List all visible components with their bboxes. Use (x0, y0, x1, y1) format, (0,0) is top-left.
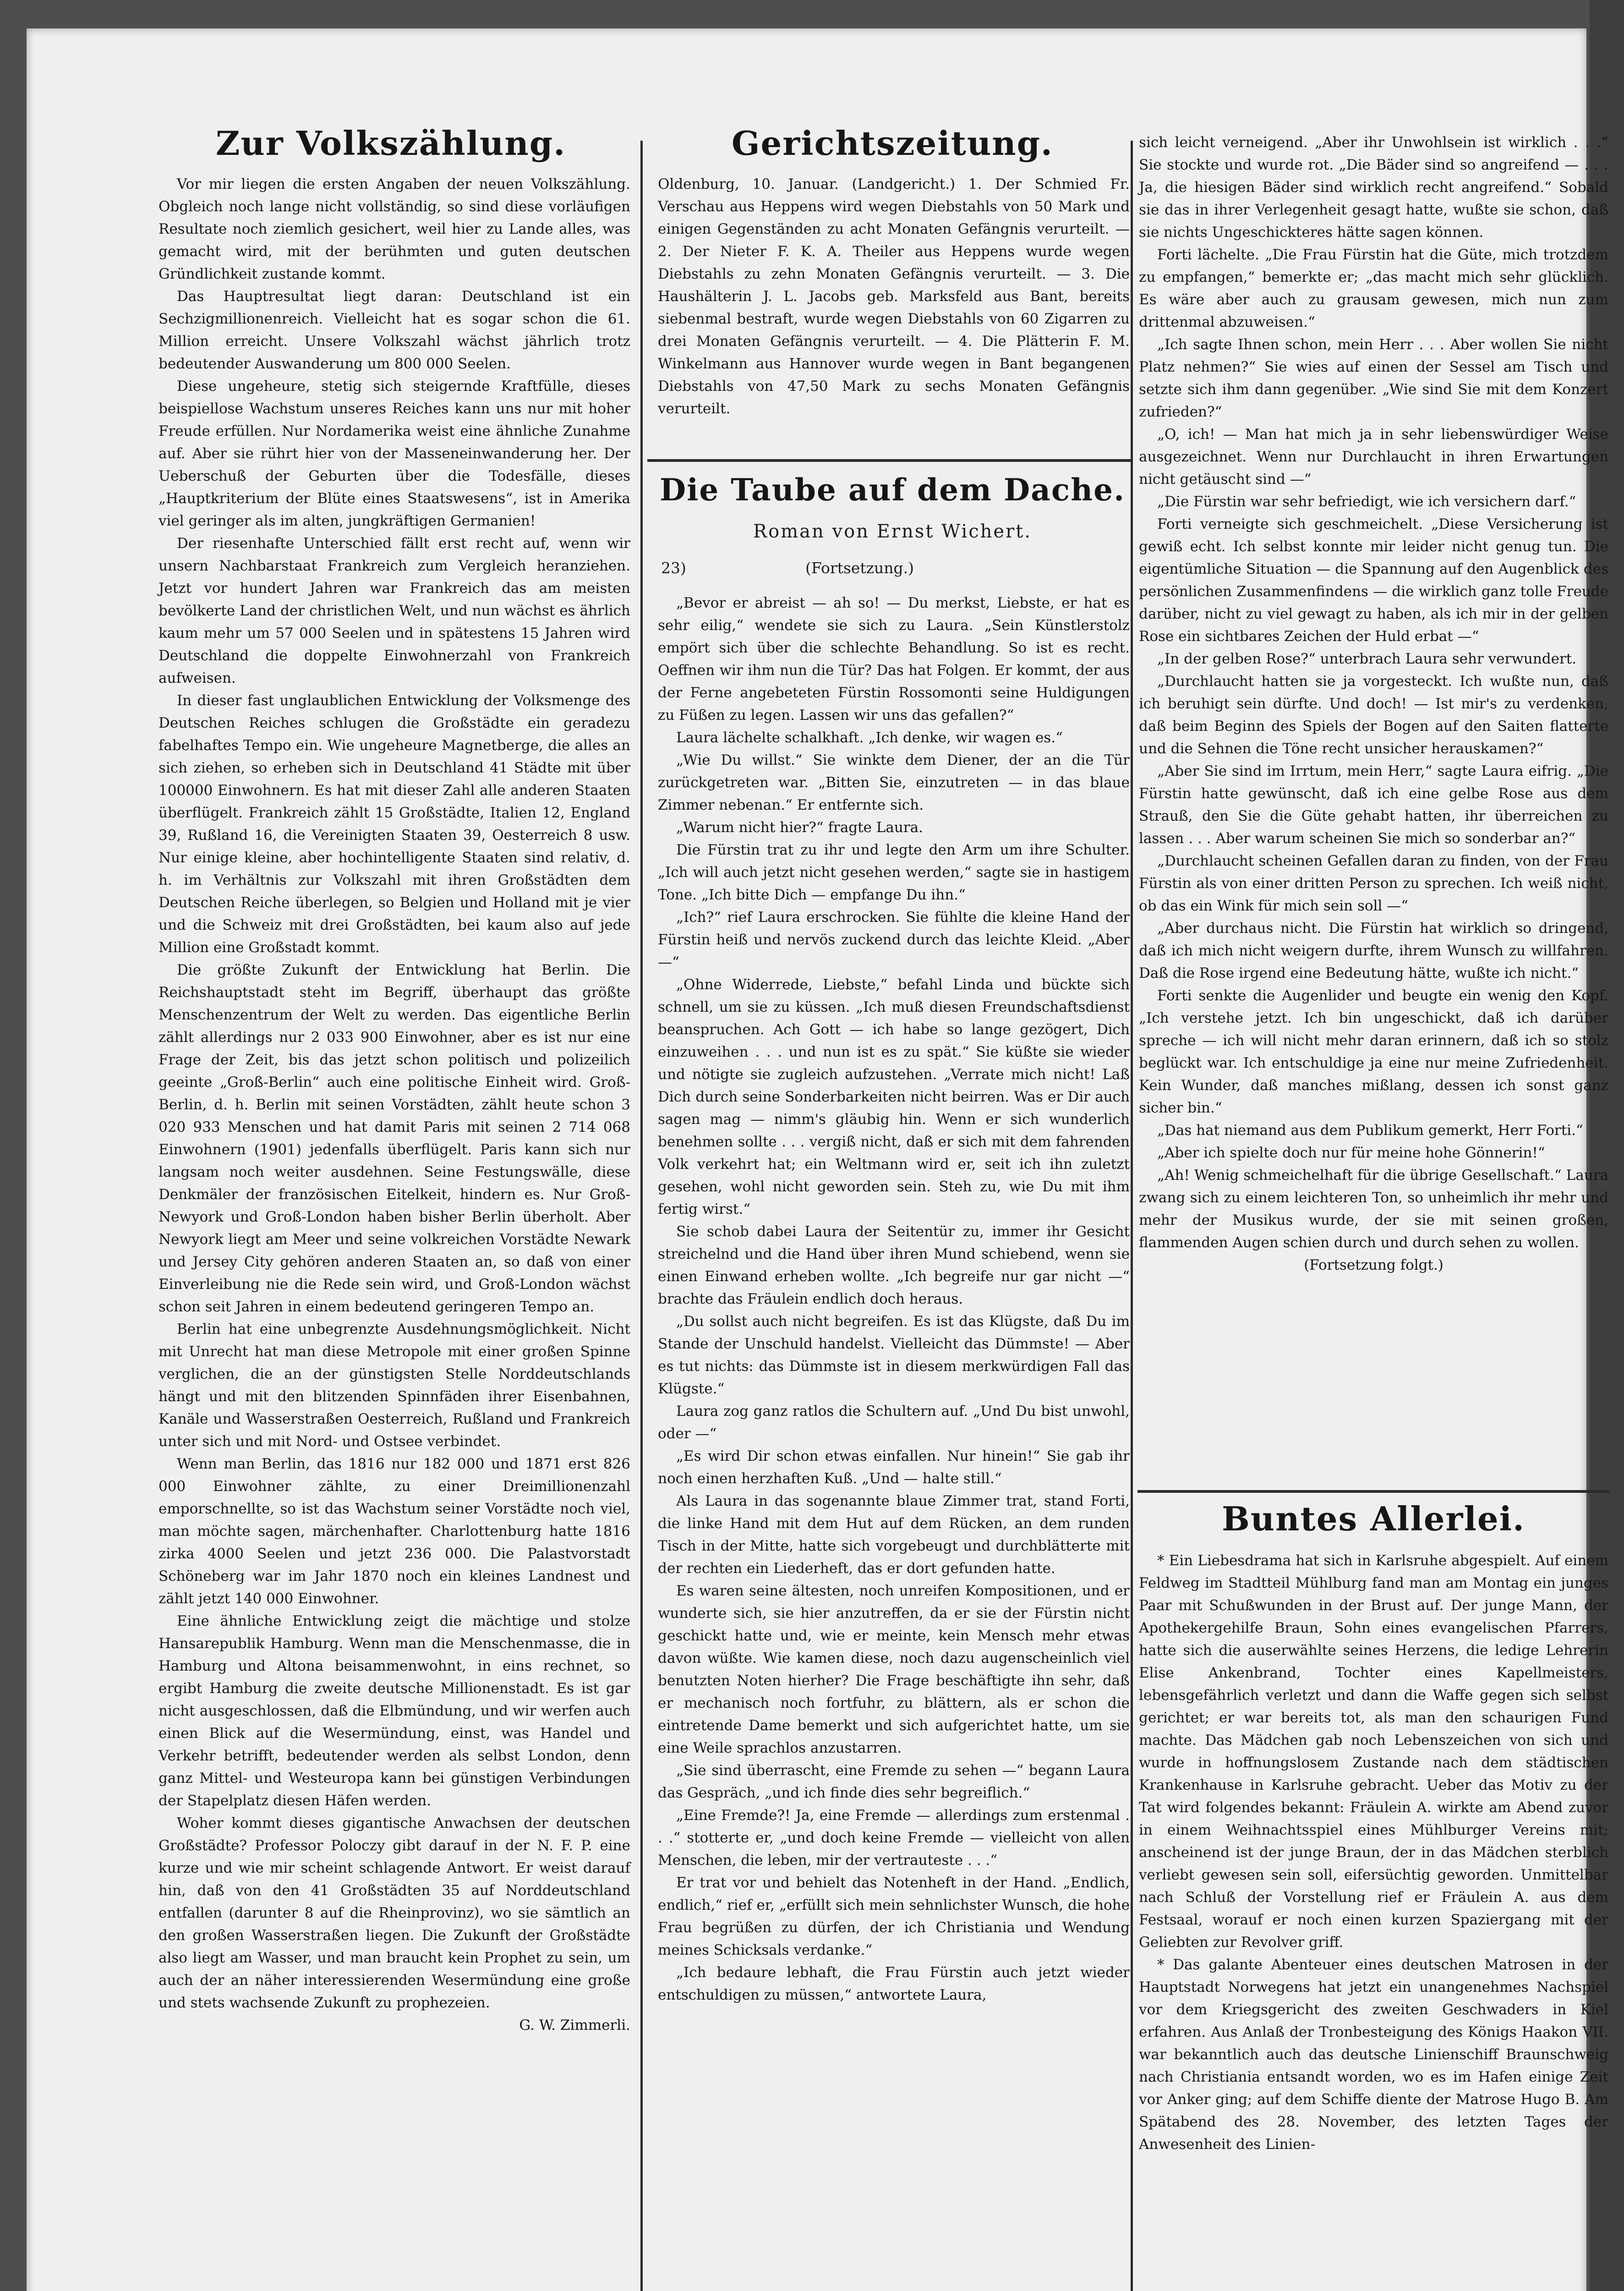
article-paragraph: Die größte Zukunft der Entwicklung hat Berlin. Die Reichshauptstadt steht im Begriff, überhaupt das größte Menschenzentrum der Welt zu werden. Das eigentliche Berlin zählt allerdings nur 2 033 900 Einwohner, aber es ist nur eine Frage der Zeit, bis das jetzt schon politisch und polizeilich geeinte „Groß-Berlin“ auch eine politische Einheit wird. Groß-Berlin, d. h. Berlin mit seinen Vorstädten, zählt heute schon 3 020 933 Menschen und hat damit Paris mit seinen 2 714 068 Einwohnern (1901) jedenfalls überflügelt. Paris kann sich nur langsam noch weiter ausdehnen. Seine Festungswälle, diese Denkmäler der französischen Eitelkeit, hindern es. Nur Groß-Newyork und Groß-London haben bisher Berlin überholt. Aber Newyork liegt am Meer und seine volkreichen Vorstädte Newark und Jersey City gehören anderen Staaten an, so daß von einer Einverleibung nie die Rede sein wird, und Groß-London wächst schon seit Jahren in einem bedeutend geringeren Tempo an. (159, 962, 630, 1315)
novel-paragraph: „Aber durchaus nicht. Die Fürstin hat wirklich so dringend, daß ich mich nicht weigern durfte, ihrem Wunsch zu willfahren. Daß die Rose irgend eine Bedeutung hätte, wußte ich nicht.“ (1139, 920, 1608, 981)
novel-paragraph: „Es wird Dir schon etwas einfallen. Nur hinein!“ Sie gab ihr noch einen herzhaften Kuß. „Und — halte still.“ (658, 1448, 1130, 1487)
newspaper-page (27, 28, 1608, 2291)
misc-item: * Ein Liebesdrama hat sich in Karlsruhe abgespielt. Auf einem Feldweg im Stadtteil Mühlburg fand man am Montag ein junges Paar mit Schußwunden in der Brust auf. Der junge Mann, der Apothekergehilfe Braun, Sohn eines evangelischen Pfarrers, hatte sich die auserwählte seines Herzens, die ledige Lehrerin Elise Ankenbrand, Tochter eines Kapellmeisters, lebensgefährlich verletzt und dann die Waffe gegen sich selbst gerichtet; er war bereits tot, als man den schaurigen Fund machte. Das Mädchen gab noch Lebenszeichen von sich und wurde in hoffnungslosem Zustande nach dem städtischen Krankenhause in Karlsruhe gebracht. Ueber das Motiv zu der Tat wird folgendes bekannt: Fräulein A. wirkte am Abend zuvor in einem Weihnachtsspiel eines Mühlburger Vereins mit; anscheinend ist der junge Braun, der in das Mädchen sterblich verliebt gewesen sein soll, eifersüchtig geworden. Unmittelbar nach Schluß der Vorstellung rief er Fräulein A. aus dem Festsaal, worauf er noch einen kurzen Spaziergang mit der Geliebten zur Revolver griff. (1139, 1552, 1608, 1951)
article-paragraph: Diese ungeheure, stetig sich steigernde Kraftfülle, dieses beispiellose Wachstum unseres Reiches kann uns nur mit hoher Freude erfüllen. Nur Nordamerika weist eine ähnliche Zunahme auf. Aber sie rührt hier von der Masseneinwanderung her. Der Ueberschuß der Geburten über die Todesfälle, dieses „Hauptkriterium der Blüte eines Staatswesens“, ist in Amerika viel geringer als im alten, jungkräftigen Germanien! (159, 378, 630, 529)
novel-title: Die Taube auf dem Dache. (659, 472, 1126, 508)
novel-paragraph: „In der gelben Rose?“ unterbrach Laura sehr verwundert. (1157, 651, 1577, 667)
misc-news (1139, 1550, 1608, 2156)
article-paragraph: Vor mir liegen die ersten Angaben der neuen Volkszählung. Obgleich noch lange nicht vollständig, so sind diese vorläufigen Resultate noch ziemlich gesichert, weil hier zu Lande alles, was gemacht wird, mit der berühmten und guten deutschen Gründlichkeit zustande kommt. (159, 176, 630, 282)
novel-paragraph: Er trat vor und behielt das Notenheft in der Hand. „Endlich, endlich,“ rief er, „erfüllt sich mein sehnlichster Wunsch, die hohe Frau begrüßen zu dürfen, der ich Christiania und Wendung meines Schicksals verdanke.“ (658, 1874, 1130, 1958)
novel-paragraph: „Eine Fremde?! Ja, eine Fremde — allerdings zum erstenmal . . .“ stotterte er, „und doch keine Fremde — vielleicht von allen Menschen, die leben, mir der vertrauteste . . .“ (658, 1807, 1130, 1869)
novel-paragraph: Sie schob dabei Laura der Seitentür zu, immer ihr Gesicht streichelnd und die Hand über ihren Mund schiebend, wenn sie einen Einwand erheben wollte. „Ich begreife nur gar nicht —“ brachte das Fräulein endlich doch heraus. (658, 1223, 1130, 1307)
court-news-text: Oldenburg, 10. Januar. (Landgericht.) 1. Der Schmied Fr. Verschau aus Heppens wird wegen Diebstahls von 50 Mark und einigen Gegenständen zu acht Monaten Gefängnis verurteilt. — 2. Der Nieter F. K. A. Theiler aus Heppens wurde wegen Diebstahls zu zehn Monaten Gefängnis verurteilt. — 3. Die Haushälterin J. L. Jacobs geb. Marksfeld aus Bant, bereits siebenmal bestraft, wurde wegen Diebstahls von 60 Zigarren zu drei Monaten Gefängnis verurteilt. — 4. Die Plätterin F. M. Winkelmann aus Hannover wurde wegen in Bant begangenen Diebstahls von 47,50 Mark zu sechs Monaten Gefängnis verurteilt. (658, 176, 1130, 417)
novel-paragraph: „Ah! Wenig schmeichelhaft für die übrige Gesellschaft.“ Laura zwang sich zu einem leichteren Ton, so unheimlich ihr mehr und mehr der Musikus wurde, der sie mit seinen großen, flammenden Augen schien durch und durch sehen zu wollen. (1139, 1167, 1608, 1251)
column-divider (1131, 141, 1133, 2291)
novel-paragraph: sich leicht verneigend. „Aber ihr Unwohlsein ist wirklich . . .“ Sie stockte und wurde rot. „Die Bäder sind so angreifend — . . . Ja, die hiesigen Bäder sind wirklich recht angreifend.“ Sobald sie das in ihrer Verlegenheit gesagt hatte, wußte sie schon, daß sie nichts Ungeschickteres hätte sagen können. (1139, 134, 1608, 241)
misc-item: * Das galante Abenteuer eines deutschen Matrosen in der Hauptstadt Norwegens hat jetzt ein unangenehmes Nachspiel vor dem Kriegsgericht des zweiten Geschwaders in Kiel erfahren. Aus Anlaß der Tronbesteigung des Königs Haakon VII. war bekanntlich auch das deutsche Linienschiff Braunschweig nach Christiania entsandt worden, wo es im Hafen einige Zeit vor Anker ging; auf dem Schiffe diente der Matrose Hugo B. Am Spätabend des 28. November, des letzten Tages der Anwesenheit des Linien- (1139, 1957, 1608, 2153)
novel-paragraph: „Wie Du willst.“ Sie winkte dem Diener, der an die Tür zurückgetreten war. „Bitten Sie, einzutreten — in das blaue Zimmer nebenan.“ Er entfernte sich. (658, 752, 1130, 813)
novel-paragraph: „Durchlaucht scheinen Gefallen daran zu finden, von der Frau Fürstin als von einer dritten Person zu sprechen. Ich weiß nicht, ob das ein Wink für mich sein soll —“ (1139, 853, 1608, 914)
gerichtszeitung-heading: Gerichtszeitung. (732, 124, 1053, 163)
column-left (159, 173, 630, 2037)
novel-paragraph: „Sie sind überrascht, eine Fremde zu sehen —“ begann Laura das Gespräch, „und ich finde dies sehr begreiflich.“ (658, 1762, 1130, 1801)
section-divider (1137, 1490, 1609, 1493)
court-news (658, 173, 1130, 420)
novel-paragraph: Als Laura in das sogenannte blaue Zimmer trat, stand Forti, die linke Hand mit dem Hut auf dem Rücken, an dem runden Tisch in der Mitte, hatte sich vorgebeugt und durchblätterte mit der rechten ein Liederheft, das er dort gefunden hatte. (658, 1493, 1130, 1577)
volkszaehlung-heading: Zur Volkszählung. (215, 124, 566, 163)
novel-paragraph: „Das hat niemand aus dem Publikum gemerkt, Herr Forti.“ (1157, 1122, 1583, 1139)
article-paragraph: Das Hauptresultat liegt daran: Deutschland ist ein Sechzigmillionenreich. Vielleicht hat es sogar schon die 61. Million erreicht. Unsere Volkszahl wächst jährlich trotz bedeutender Auswanderung um 800 000 Seelen. (159, 288, 630, 372)
novel-paragraph: „Ohne Widerrede, Liebste,“ befahl Linda und bückte sich schnell, um sie zu küssen. „Ich muß diesen Freundschaftsdienst beanspruchen. Ach Gott — ich habe so lange gezögert, Dich einzuweihen . . . und nun ist es zu spät.“ Sie küßte sie wieder und nötigte sie zugleich aufzustehen. „Verrate mich nicht! Laß Dich durch seine Sonderbarkeiten nicht beirren. Was er Dir auch sagen mag — nimm's gläubig hin. Wenn er sich wunderlich benehmen sollte . . . vergiß nicht, daß er sich mit dem fahrenden Volk verkehrt hat; ein Weltmann wird er, seit ich ihn zuletzt gesehen, wohl nicht geworden sein. Steh zu, wie Du mit ihm fertig wirst.“ (658, 976, 1130, 1217)
novel-paragraph: Forti senkte die Augenlider und beugte ein wenig den Kopf. „Ich verstehe jetzt. Ich bin ungeschickt, daß ich darüber spreche — ich will nicht mehr daran erinnern, daß ich so stolz beglückt war. Ich entschuldige ja eine nur meine Zufriedenheit. Kein Wunder, daß manches mißlang, dessen ich sonst ganz sicher bin.“ (1139, 987, 1608, 1116)
novel-paragraph: „Warum nicht hier?“ fragte Laura. (676, 819, 923, 836)
novel-paragraph: „Ich sagte Ihnen schon, mein Herr . . . Aber wollen Sie nicht Platz nehmen?“ Sie wies auf einen der Sessel am Tisch und setzte sich ihm dann gegenüber. „Wie sind Sie mit dem Konzert zufrieden?“ (1139, 336, 1608, 420)
novel-paragraph: Forti lächelte. „Die Frau Fürstin hat die Güte, mich trotzdem zu empfangen,“ bemerkte er; „das macht mich sehr glücklich. Es wäre aber auch zu grausam gewesen, mich nun zum drittenmal abzuweisen.“ (1139, 247, 1608, 330)
installment-number: 23) (661, 559, 686, 577)
novel-paragraph: „Ich bedaure lebhaft, die Frau Fürstin auch jetzt wieder entschuldigen zu müssen,“ antwortete Laura, (658, 1964, 1130, 2003)
novel-paragraph: „Die Fürstin war sehr befriedigt, wie ich versichern darf.“ (1157, 493, 1576, 510)
novel-paragraph: Laura lächelte schalkhaft. „Ich denke, wir wagen es.“ (676, 729, 1063, 746)
article-paragraph: Berlin hat eine unbegrenzte Ausdehnungsmöglichkeit. Nicht mit Unrecht hat man diese Metropole mit einer großen Spinne verglichen, die an der günstigsten Stelle Norddeutschlands hängt und mit den blitzenden Spinnfäden ihrer Eisenbahnen, Kanäle und Wasserstraßen Oesterreich, Rußland und Frankreich unter sich und mit Nord- und Ostsee verbindet. (159, 1321, 630, 1450)
novel-paragraph: „Aber ich spielte doch nur für meine hohe Gönnerin!“ (1157, 1145, 1545, 1161)
novel-paragraph: „Aber Sie sind im Irrtum, mein Herr,“ sagte Laura eifrig. „Die Fürstin hatte gewünscht, daß ich eine gelbe Rose aus dem Strauß, den Sie die Güte gehabt hatten, ihr überreichen zu lassen . . . Aber warum scheinen Sie mich so sonderbar an?“ (1139, 763, 1608, 847)
article-paragraph: Eine ähnliche Entwicklung zeigt die mächtige und stolze Hansarepublik Hamburg. Wenn man die Menschenmasse, die in Hamburg und Altona beisammenwohnt, in eins rechnet, so ergibt Hamburg die zweite deutsche Millionenstadt. Es ist gar nicht ausgeschlossen, daß die Elbmündung, und wir werfen auch einen Blick auf die Wesermündung, einst, was Handel und Verkehr betrifft, bedeutender werden als selbst London, denn ganz Mittel- und Westeuropa kann bei günstigen Verbindungen der Stapelplatz diesen Häfen werden. (159, 1613, 630, 1809)
novel-paragraph: Forti verneigte sich geschmeichelt. „Diese Versicherung ist gewiß echt. Ich selbst konnte mir leider nicht genug tun. Die eigentümliche Situation — die Spannung auf den Augenblick des persönlichen Zusammenfindens — die wirklich ganz tolle Freude darüber, nicht zu viel gewagt zu haben, als ich mir in der gelben Rose ein sichtbares Zeichen der Huld erbat —“ (1139, 516, 1608, 645)
novel-paragraph: Es waren seine ältesten, noch unreifen Kompositionen, und er wunderte sich, sie hier anzutreffen, da er sie der Fürstin nicht geschickt hatte und, wie er meinte, kein Mensch mehr etwas davon wüßte. Wie kamen diese, noch dazu augenscheinlich viel benutzten Noten hierher? Die Frage beschäftigte ihn sehr, daß er mechanisch noch fortfuhr, zu blättern, als er schon die eintretende Dame bemerkt und sich aufgerichtet hatte, um sie eine Weile sprachlos anzustarren. (658, 1583, 1130, 1756)
novel-text (658, 592, 1130, 2006)
continued-note: (Fortsetzung folgt.) (1304, 1257, 1444, 1273)
novel-byline: Roman von Ernst Wichert. (753, 521, 1032, 542)
novel-paragraph: „Du sollst auch nicht begreifen. Es ist das Klügste, daß Du im Stande der Unschuld handelst. Vielleicht das Dümmste! — Aber es tut nichts: das Dümmste ist in diesem merkwürdigen Fall das Klügste.“ (658, 1313, 1130, 1397)
section-divider (647, 459, 1133, 462)
article-paragraph: Wenn man Berlin, das 1816 nur 182 000 und 1871 erst 826 000 Einwohner zählte, zu einer Dreimillionenzahl emporschnellte, so ist das Wachstum seiner Vorstädte noch viel, man möchte sagen, märchenhafter. Charlottenburg hatte 1816 zirka 4000 Seelen und jetzt 236 000. Die Palastvorstadt Schöneberg war im Jahr 1870 noch ein kleines Landnest und zählt jetzt 140 000 Einwohner. (159, 1456, 630, 1607)
novel-paragraph: Die Fürstin trat zu ihr und legte den Arm um ihre Schulter. „Ich will auch jetzt nicht gesehen werden,“ sagte sie in hastigem Tone. „Ich bitte Dich — empfange Du ihn.“ (658, 842, 1130, 903)
continuation-note: (Fortsetzung.) (805, 559, 914, 577)
novel-paragraph: „Durchlaucht hatten sie ja vorgesteckt. Ich wußte nun, daß ich beruhigt sein dürfte. Und doch! — Ist mir's zu verdenken, daß beim Beginn des Spiels der Bogen auf den Saiten flatterte und die Sehnen die Töne recht unsicher herauskamen?“ (1139, 673, 1608, 757)
article-paragraph: Der riesenhafte Unterschied fällt erst recht auf, wenn wir unsern Nachbarstaat Frankreich zum Vergleich heranziehen. Jetzt vor hundert Jahren war Frankreich das am meisten bevölkerte Land der christlichen Welt, und nun wächst es ährlich kaum mehr um 57 000 Seelen und in spätestens 15 Jahren wird Deutschland die doppelte Einwohnerzahl von Frankreich aufweisen. (159, 535, 630, 686)
novel-paragraph: „Bevor er abreist — ah so! — Du merkst, Liebste, er hat es sehr eilig,“ wendete sie sich zu Laura. „Sein Künstlerstolz empört sich über die schlechte Behandlung. So ist es recht. Oeffnen wir ihm nun die Tür? Das hat Folgen. Er kommt, der aus der Ferne angebeteten Fürstin Rossomonti seine Huldigungen zu Füßen zu legen. Lassen wir uns das gefallen?“ (658, 595, 1130, 723)
column-divider (640, 141, 643, 2291)
column-right (1139, 132, 1608, 1277)
novel-paragraph: Laura zog ganz ratlos die Schultern auf. „Und Du bist unwohl, oder —“ (658, 1403, 1130, 1442)
novel-paragraph: „Ich?“ rief Laura erschrocken. Sie fühlte die kleine Hand der Fürstin heiß und nervös zuckend durch das leichte Kleid. „Aber —“ (658, 909, 1130, 970)
novel-paragraph: „O, ich! — Man hat mich ja in sehr liebenswürdiger Weise ausgezeichnet. Wenn nur Durchlaucht in ihren Erwartungen nicht getäuscht sind —“ (1139, 426, 1608, 488)
author-signature: G. W. Zimmerli. (519, 2017, 630, 2033)
buntes-allerlei-heading: Buntes Allerlei. (1221, 1499, 1526, 1538)
article-paragraph: In dieser fast unglaublichen Entwicklung der Volksmenge des Deutschen Reiches schlugen die Großstädte ein geradezu fabelhaftes Tempo ein. Wie ungeheure Magnetberge, die alles an sich ziehen, so erheben sich in Deutschland 41 Städte mit über 100000 Einwohnern. Es hat mit dieser Zahl alle anderen Staaten überflügelt. Frankreich zählt 15 Großstädte, Italien 12, England 39, Rußland 16, die Vereinigten Staaten 39, Oesterreich 8 usw. Nur einige kleine, aber hochintelligente Staaten sind relativ, d. h. im Verhältnis zur Volkszahl mit ihren Großstädten dem Deutschen Reiche überlegen, so Belgien und Holland mit je vier und die Schweiz mit drei Großstädten, bei kaum also auf jede Million eine Großstadt kommt. (159, 692, 630, 956)
article-paragraph: Woher kommt dieses gigantische Anwachsen der deutschen Großstädte? Professor Poloczy gibt darauf in der N. F. P. eine kurze und wie mir scheint schlagende Antwort. Er weist darauf hin, daß von den 41 Großstädten 35 auf Norddeutschland entfallen (darunter 8 auf die Rheinprovinz), wo sie sämtlich an den großen Wasserstraßen liegen. Die Zukunft der Großstädte also liegt am Wasser, und man braucht kein Prophet zu sein, um auch der an näher interessierenden Wesermündung eine große und stets wachsende Zukunft zu prophezeien. (159, 1815, 630, 2011)
